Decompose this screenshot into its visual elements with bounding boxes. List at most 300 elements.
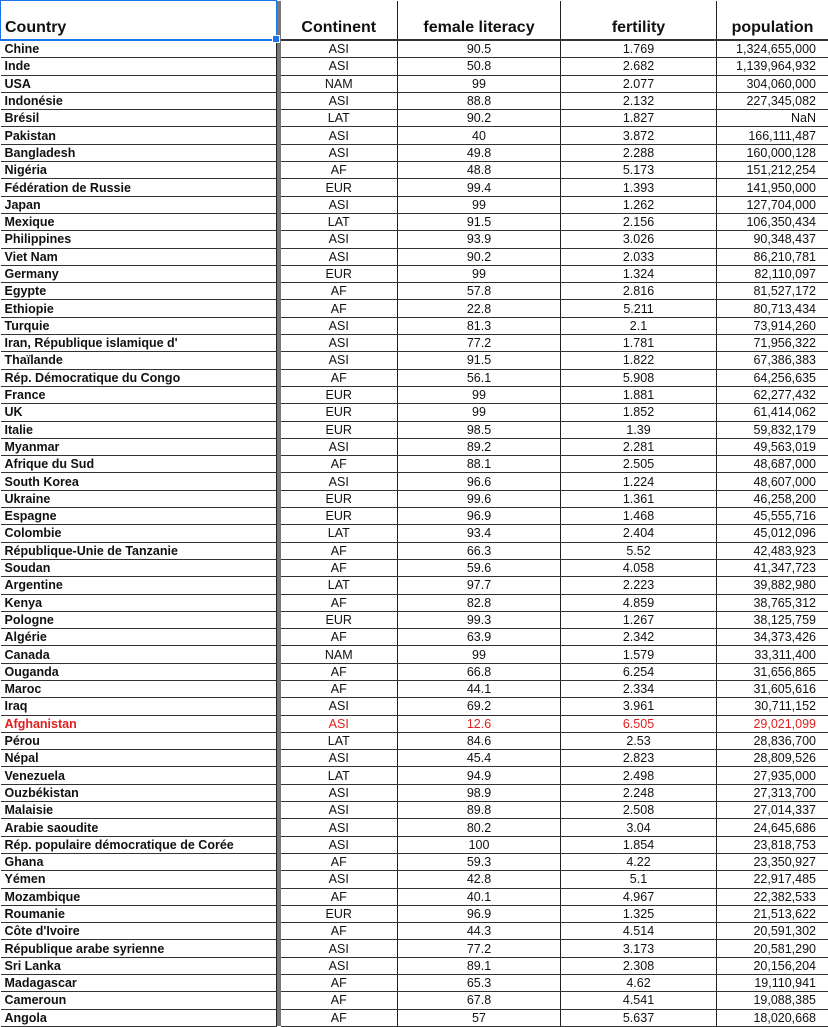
female-literacy-cell[interactable]: 81.3 (398, 317, 561, 334)
continent-cell[interactable]: EUR (281, 179, 398, 196)
country-cell[interactable]: Pakistan (1, 127, 277, 144)
fertility-cell[interactable]: 2.288 (561, 144, 717, 161)
female-literacy-cell[interactable]: 99 (398, 386, 561, 403)
female-literacy-cell[interactable]: 99.4 (398, 179, 561, 196)
continent-cell[interactable]: ASI (281, 196, 398, 213)
population-cell[interactable]: 31,605,616 (717, 680, 828, 697)
country-cell[interactable]: Pologne (1, 611, 277, 628)
fertility-cell[interactable]: 4.62 (561, 975, 717, 992)
continent-cell[interactable]: AF (281, 369, 398, 386)
continent-cell[interactable]: ASI (281, 871, 398, 888)
female-literacy-cell[interactable]: 59.6 (398, 559, 561, 576)
continent-cell[interactable]: LAT (281, 732, 398, 749)
female-literacy-cell[interactable]: 84.6 (398, 732, 561, 749)
country-cell[interactable]: Rép. populaire démocratique de Corée (1, 836, 277, 853)
population-cell[interactable]: 20,581,290 (717, 940, 828, 957)
continent-cell[interactable]: AF (281, 663, 398, 680)
continent-cell[interactable]: EUR (281, 265, 398, 282)
female-literacy-cell[interactable]: 99 (398, 265, 561, 282)
continent-cell[interactable]: AF (281, 283, 398, 300)
country-cell[interactable]: Algérie (1, 629, 277, 646)
female-literacy-cell[interactable]: 100 (398, 836, 561, 853)
country-cell[interactable]: Ouzbékistan (1, 784, 277, 801)
continent-cell[interactable]: AF (281, 888, 398, 905)
fertility-cell[interactable]: 4.22 (561, 853, 717, 870)
female-literacy-cell[interactable]: 45.4 (398, 750, 561, 767)
country-cell[interactable]: Iran, République islamique d' (1, 335, 277, 352)
population-cell[interactable]: 86,210,781 (717, 248, 828, 265)
female-literacy-cell[interactable]: 89.8 (398, 802, 561, 819)
country-cell[interactable]: Iraq (1, 698, 277, 715)
continent-cell[interactable]: ASI (281, 144, 398, 161)
female-literacy-cell[interactable]: 90.2 (398, 248, 561, 265)
female-literacy-cell[interactable]: 63.9 (398, 629, 561, 646)
country-cell[interactable]: Maroc (1, 680, 277, 697)
continent-cell[interactable]: ASI (281, 819, 398, 836)
female-literacy-cell[interactable]: 99 (398, 196, 561, 213)
continent-cell[interactable]: EUR (281, 404, 398, 421)
country-cell[interactable]: Mozambique (1, 888, 277, 905)
female-literacy-cell[interactable]: 91.5 (398, 213, 561, 230)
female-literacy-cell[interactable]: 99 (398, 646, 561, 663)
header-fertility-cell[interactable]: fertility (561, 1, 717, 41)
header-country-cell[interactable] (1, 1, 277, 41)
continent-cell[interactable]: AF (281, 1009, 398, 1026)
fertility-cell[interactable]: 4.967 (561, 888, 717, 905)
continent-cell[interactable]: ASI (281, 750, 398, 767)
continent-cell[interactable]: ASI (281, 802, 398, 819)
continent-cell[interactable]: EUR (281, 490, 398, 507)
fertility-cell[interactable]: 6.505 (561, 715, 717, 732)
continent-cell[interactable]: ASI (281, 335, 398, 352)
female-literacy-cell[interactable]: 96.9 (398, 508, 561, 525)
population-cell[interactable]: 42,483,923 (717, 542, 828, 559)
female-literacy-cell[interactable]: 98.9 (398, 784, 561, 801)
country-cell[interactable]: Canada (1, 646, 277, 663)
fertility-cell[interactable]: 1.579 (561, 646, 717, 663)
fertility-cell[interactable]: 2.248 (561, 784, 717, 801)
country-cell[interactable]: Soudan (1, 559, 277, 576)
fertility-cell[interactable]: 1.827 (561, 110, 717, 127)
population-cell[interactable]: 39,882,980 (717, 577, 828, 594)
continent-cell[interactable]: ASI (281, 784, 398, 801)
continent-cell[interactable]: ASI (281, 473, 398, 490)
fertility-cell[interactable]: 3.961 (561, 698, 717, 715)
continent-cell[interactable]: AF (281, 853, 398, 870)
continent-cell[interactable]: LAT (281, 525, 398, 542)
country-cell[interactable]: Thaïlande (1, 352, 277, 369)
country-cell[interactable]: Ghana (1, 853, 277, 870)
continent-cell[interactable]: AF (281, 594, 398, 611)
population-cell[interactable]: 73,914,260 (717, 317, 828, 334)
continent-cell[interactable]: EUR (281, 905, 398, 922)
fertility-cell[interactable]: 2.033 (561, 248, 717, 265)
population-cell[interactable]: 19,110,941 (717, 975, 828, 992)
female-literacy-cell[interactable]: 90.2 (398, 110, 561, 127)
continent-cell[interactable]: AF (281, 629, 398, 646)
population-cell[interactable]: 23,350,927 (717, 853, 828, 870)
country-cell[interactable]: Côte d'Ivoire (1, 923, 277, 940)
country-cell[interactable]: Kenya (1, 594, 277, 611)
country-cell[interactable]: South Korea (1, 473, 277, 490)
country-cell[interactable]: Brésil (1, 110, 277, 127)
country-cell[interactable]: Germany (1, 265, 277, 282)
header-row (1, 1, 828, 41)
fertility-cell[interactable]: 4.541 (561, 992, 717, 1009)
population-cell[interactable]: 48,687,000 (717, 456, 828, 473)
fertility-cell[interactable]: 1.854 (561, 836, 717, 853)
female-literacy-cell[interactable]: 99 (398, 75, 561, 92)
country-cell[interactable]: Philippines (1, 231, 277, 248)
population-cell[interactable]: 49,563,019 (717, 438, 828, 455)
country-cell[interactable]: UK (1, 404, 277, 421)
population-cell[interactable]: 27,935,000 (717, 767, 828, 784)
country-cell[interactable]: Myanmar (1, 438, 277, 455)
header-female-literacy-cell[interactable]: female literacy (398, 1, 561, 41)
female-literacy-cell[interactable]: 67.8 (398, 992, 561, 1009)
fertility-cell[interactable]: 2.508 (561, 802, 717, 819)
female-literacy-cell[interactable]: 93.9 (398, 231, 561, 248)
continent-cell[interactable]: AF (281, 975, 398, 992)
female-literacy-cell[interactable]: 88.1 (398, 456, 561, 473)
continent-cell[interactable]: ASI (281, 698, 398, 715)
population-cell[interactable]: 28,836,700 (717, 732, 828, 749)
population-cell[interactable]: 59,832,179 (717, 421, 828, 438)
fertility-cell[interactable]: 4.058 (561, 559, 717, 576)
population-cell[interactable]: 90,348,437 (717, 231, 828, 248)
fertility-cell[interactable]: 5.908 (561, 369, 717, 386)
population-cell[interactable]: 151,212,254 (717, 162, 828, 179)
fertility-cell[interactable]: 5.211 (561, 300, 717, 317)
female-literacy-cell[interactable]: 22.8 (398, 300, 561, 317)
population-cell[interactable]: 38,765,312 (717, 594, 828, 611)
female-literacy-cell[interactable]: 77.2 (398, 335, 561, 352)
population-cell[interactable]: 227,345,082 (717, 92, 828, 109)
country-cell[interactable]: Bangladesh (1, 144, 277, 161)
female-literacy-cell[interactable]: 80.2 (398, 819, 561, 836)
female-literacy-cell[interactable]: 66.3 (398, 542, 561, 559)
female-literacy-cell[interactable]: 66.8 (398, 663, 561, 680)
female-literacy-cell[interactable]: 88.8 (398, 92, 561, 109)
population-cell[interactable]: 166,111,487 (717, 127, 828, 144)
female-literacy-cell[interactable]: 50.8 (398, 58, 561, 75)
table-row (1, 110, 828, 127)
country-cell[interactable]: Inde (1, 58, 277, 75)
header-continent-cell[interactable]: Continent (281, 1, 398, 41)
population-cell[interactable]: 21,513,622 (717, 905, 828, 922)
population-cell[interactable]: 41,347,723 (717, 559, 828, 576)
continent-cell[interactable]: AF (281, 923, 398, 940)
fertility-cell[interactable]: 2.223 (561, 577, 717, 594)
country-cell[interactable]: Italie (1, 421, 277, 438)
female-literacy-cell[interactable]: 40.1 (398, 888, 561, 905)
fertility-cell[interactable]: 5.1 (561, 871, 717, 888)
fertility-cell[interactable]: 2.1 (561, 317, 717, 334)
country-cell[interactable]: France (1, 386, 277, 403)
female-literacy-cell[interactable]: 97.7 (398, 577, 561, 594)
population-cell[interactable]: 23,818,753 (717, 836, 828, 853)
continent-cell[interactable]: ASI (281, 836, 398, 853)
population-cell[interactable]: 127,704,000 (717, 196, 828, 213)
population-cell[interactable]: NaN (717, 110, 828, 127)
population-cell[interactable]: 27,014,337 (717, 802, 828, 819)
population-cell[interactable]: 62,277,432 (717, 386, 828, 403)
country-cell[interactable]: Venezuela (1, 767, 277, 784)
country-cell[interactable]: République-Unie de Tanzanie (1, 542, 277, 559)
continent-cell[interactable]: EUR (281, 421, 398, 438)
country-cell[interactable]: Arabie saoudite (1, 819, 277, 836)
female-literacy-cell[interactable]: 57 (398, 1009, 561, 1026)
fertility-cell[interactable]: 5.637 (561, 1009, 717, 1026)
population-cell[interactable]: 31,656,865 (717, 663, 828, 680)
continent-cell[interactable]: AF (281, 300, 398, 317)
population-cell[interactable]: 33,311,400 (717, 646, 828, 663)
country-cell[interactable]: Ouganda (1, 663, 277, 680)
country-cell[interactable]: Pérou (1, 732, 277, 749)
continent-cell[interactable]: AF (281, 542, 398, 559)
continent-cell[interactable]: EUR (281, 386, 398, 403)
continent-cell[interactable]: ASI (281, 715, 398, 732)
country-cell[interactable]: Indonésie (1, 92, 277, 109)
fertility-cell[interactable]: 2.682 (561, 58, 717, 75)
country-cell[interactable]: Japan (1, 196, 277, 213)
female-literacy-cell[interactable]: 96.6 (398, 473, 561, 490)
female-literacy-cell[interactable]: 49.8 (398, 144, 561, 161)
fertility-cell[interactable]: 2.077 (561, 75, 717, 92)
female-literacy-cell[interactable]: 93.4 (398, 525, 561, 542)
female-literacy-cell[interactable]: 77.2 (398, 940, 561, 957)
fertility-cell[interactable]: 2.342 (561, 629, 717, 646)
table-row (1, 853, 828, 870)
fertility-cell[interactable]: 5.173 (561, 162, 717, 179)
country-cell[interactable]: Angola (1, 1009, 277, 1026)
population-cell[interactable]: 64,256,635 (717, 369, 828, 386)
country-cell[interactable]: Egypte (1, 283, 277, 300)
country-cell[interactable]: Turquie (1, 317, 277, 334)
population-cell[interactable]: 45,012,096 (717, 525, 828, 542)
continent-cell[interactable]: NAM (281, 646, 398, 663)
population-cell[interactable]: 28,809,526 (717, 750, 828, 767)
fertility-cell[interactable]: 1.852 (561, 404, 717, 421)
female-literacy-cell[interactable]: 40 (398, 127, 561, 144)
female-literacy-cell[interactable]: 90.5 (398, 40, 561, 58)
fertility-cell[interactable]: 3.173 (561, 940, 717, 957)
fertility-cell[interactable]: 6.254 (561, 663, 717, 680)
country-cell[interactable]: Ethiopie (1, 300, 277, 317)
table-row (1, 802, 828, 819)
country-cell[interactable]: Afghanistan (1, 715, 277, 732)
fertility-cell[interactable]: 1.361 (561, 490, 717, 507)
population-cell[interactable]: 67,386,383 (717, 352, 828, 369)
fertility-cell[interactable]: 1.224 (561, 473, 717, 490)
female-literacy-cell[interactable]: 57.8 (398, 283, 561, 300)
population-cell[interactable]: 141,950,000 (717, 179, 828, 196)
fertility-cell[interactable]: 2.334 (561, 680, 717, 697)
female-literacy-cell[interactable]: 99 (398, 404, 561, 421)
female-literacy-cell[interactable]: 59.3 (398, 853, 561, 870)
country-cell[interactable]: Népal (1, 750, 277, 767)
fertility-cell[interactable]: 2.498 (561, 767, 717, 784)
population-cell[interactable]: 1,324,655,000 (717, 40, 828, 58)
continent-cell[interactable]: ASI (281, 957, 398, 974)
fertility-cell[interactable]: 1.262 (561, 196, 717, 213)
header-population-cell[interactable]: population (717, 1, 828, 41)
population-cell[interactable]: 1,139,964,932 (717, 58, 828, 75)
fertility-cell[interactable]: 1.324 (561, 265, 717, 282)
fertility-cell[interactable]: 2.308 (561, 957, 717, 974)
fertility-cell[interactable]: 3.04 (561, 819, 717, 836)
continent-cell[interactable]: LAT (281, 213, 398, 230)
continent-cell[interactable]: ASI (281, 92, 398, 109)
fertility-cell[interactable]: 1.468 (561, 508, 717, 525)
female-literacy-cell[interactable]: 82.8 (398, 594, 561, 611)
population-cell[interactable]: 30,711,152 (717, 698, 828, 715)
table-row (1, 888, 828, 905)
population-cell[interactable]: 71,956,322 (717, 335, 828, 352)
continent-cell[interactable]: ASI (281, 231, 398, 248)
population-cell[interactable]: 24,645,686 (717, 819, 828, 836)
country-cell[interactable]: Roumanie (1, 905, 277, 922)
country-cell[interactable]: Malaisie (1, 802, 277, 819)
population-cell[interactable]: 20,156,204 (717, 957, 828, 974)
continent-cell[interactable]: ASI (281, 352, 398, 369)
continent-cell[interactable]: ASI (281, 58, 398, 75)
fertility-cell[interactable]: 1.781 (561, 335, 717, 352)
female-literacy-cell[interactable]: 48.8 (398, 162, 561, 179)
population-cell[interactable]: 48,607,000 (717, 473, 828, 490)
continent-cell[interactable]: AF (281, 559, 398, 576)
fertility-cell[interactable]: 2.132 (561, 92, 717, 109)
country-cell[interactable]: Espagne (1, 508, 277, 525)
fertility-cell[interactable]: 1.881 (561, 386, 717, 403)
population-cell[interactable]: 34,373,426 (717, 629, 828, 646)
female-literacy-cell[interactable]: 99.3 (398, 611, 561, 628)
continent-cell[interactable]: ASI (281, 438, 398, 455)
female-literacy-cell[interactable]: 56.1 (398, 369, 561, 386)
population-cell[interactable]: 46,258,200 (717, 490, 828, 507)
country-cell[interactable]: Cameroun (1, 992, 277, 1009)
population-cell[interactable]: 45,555,716 (717, 508, 828, 525)
female-literacy-cell[interactable]: 44.1 (398, 680, 561, 697)
fertility-cell[interactable]: 5.52 (561, 542, 717, 559)
country-cell[interactable]: Nigéria (1, 162, 277, 179)
female-literacy-cell[interactable]: 65.3 (398, 975, 561, 992)
country-cell[interactable]: Ukraine (1, 490, 277, 507)
country-cell[interactable]: Madagascar (1, 975, 277, 992)
female-literacy-cell[interactable]: 99.6 (398, 490, 561, 507)
table-row (1, 940, 828, 957)
female-literacy-cell[interactable]: 98.5 (398, 421, 561, 438)
table-row (1, 144, 828, 161)
fertility-cell[interactable]: 2.53 (561, 732, 717, 749)
continent-cell[interactable]: AF (281, 680, 398, 697)
continent-cell[interactable]: AF (281, 992, 398, 1009)
country-cell[interactable]: Viet Nam (1, 248, 277, 265)
fertility-cell[interactable]: 1.393 (561, 179, 717, 196)
table-row (1, 231, 828, 248)
continent-cell[interactable]: AF (281, 456, 398, 473)
fertility-cell[interactable]: 3.026 (561, 231, 717, 248)
population-cell[interactable]: 304,060,000 (717, 75, 828, 92)
continent-cell[interactable]: ASI (281, 317, 398, 334)
country-cell[interactable]: Mexique (1, 213, 277, 230)
female-literacy-cell[interactable]: 91.5 (398, 352, 561, 369)
fertility-cell[interactable]: 2.156 (561, 213, 717, 230)
female-literacy-cell[interactable]: 42.8 (398, 871, 561, 888)
fertility-cell[interactable]: 4.859 (561, 594, 717, 611)
population-cell[interactable]: 80,713,434 (717, 300, 828, 317)
continent-cell[interactable]: ASI (281, 127, 398, 144)
continent-cell[interactable]: AF (281, 162, 398, 179)
fertility-cell[interactable]: 1.769 (561, 40, 717, 58)
population-cell[interactable]: 22,382,533 (717, 888, 828, 905)
population-cell[interactable]: 81,527,172 (717, 283, 828, 300)
fertility-cell[interactable]: 2.823 (561, 750, 717, 767)
population-cell[interactable]: 82,110,097 (717, 265, 828, 282)
population-cell[interactable]: 19,088,385 (717, 992, 828, 1009)
female-literacy-cell[interactable]: 44.3 (398, 923, 561, 940)
country-cell[interactable]: Rép. Démocratique du Congo (1, 369, 277, 386)
fertility-cell[interactable]: 1.822 (561, 352, 717, 369)
continent-cell[interactable]: LAT (281, 767, 398, 784)
selection-fill-handle[interactable] (272, 35, 280, 43)
country-cell[interactable]: Fédération de Russie (1, 179, 277, 196)
population-cell[interactable]: 38,125,759 (717, 611, 828, 628)
population-cell[interactable]: 160,000,128 (717, 144, 828, 161)
continent-cell[interactable]: LAT (281, 110, 398, 127)
population-cell[interactable]: 20,591,302 (717, 923, 828, 940)
country-cell[interactable]: Argentine (1, 577, 277, 594)
continent-cell[interactable]: ASI (281, 940, 398, 957)
continent-cell[interactable]: EUR (281, 611, 398, 628)
country-cell[interactable]: Chine (1, 40, 277, 58)
continent-cell[interactable]: NAM (281, 75, 398, 92)
female-literacy-cell[interactable]: 89.1 (398, 957, 561, 974)
fertility-cell[interactable]: 2.505 (561, 456, 717, 473)
female-literacy-cell[interactable]: 12.6 (398, 715, 561, 732)
country-cell[interactable]: République arabe syrienne (1, 940, 277, 957)
fertility-cell[interactable]: 1.39 (561, 421, 717, 438)
fertility-cell[interactable]: 3.872 (561, 127, 717, 144)
fertility-cell[interactable]: 1.325 (561, 905, 717, 922)
table-row (1, 283, 828, 300)
population-cell[interactable]: 106,350,434 (717, 213, 828, 230)
country-cell[interactable]: Colombie (1, 525, 277, 542)
continent-cell[interactable]: ASI (281, 40, 398, 58)
female-literacy-cell[interactable]: 94.9 (398, 767, 561, 784)
population-cell[interactable]: 27,313,700 (717, 784, 828, 801)
population-cell[interactable]: 18,020,668 (717, 1009, 828, 1026)
female-literacy-cell[interactable]: 96.9 (398, 905, 561, 922)
fertility-cell[interactable]: 1.267 (561, 611, 717, 628)
fertility-cell[interactable]: 2.281 (561, 438, 717, 455)
country-cell[interactable]: Afrique du Sud (1, 456, 277, 473)
fertility-cell[interactable]: 2.816 (561, 283, 717, 300)
continent-cell[interactable]: LAT (281, 577, 398, 594)
continent-cell[interactable]: EUR (281, 508, 398, 525)
country-cell[interactable]: Yémen (1, 871, 277, 888)
population-cell[interactable]: 29,021,099 (717, 715, 828, 732)
female-literacy-cell[interactable]: 69.2 (398, 698, 561, 715)
female-literacy-cell[interactable]: 89.2 (398, 438, 561, 455)
population-cell[interactable]: 61,414,062 (717, 404, 828, 421)
population-cell[interactable]: 22,917,485 (717, 871, 828, 888)
fertility-cell[interactable]: 4.514 (561, 923, 717, 940)
country-cell[interactable]: USA (1, 75, 277, 92)
fertility-cell[interactable]: 2.404 (561, 525, 717, 542)
continent-cell[interactable]: ASI (281, 248, 398, 265)
country-cell[interactable]: Sri Lanka (1, 957, 277, 974)
